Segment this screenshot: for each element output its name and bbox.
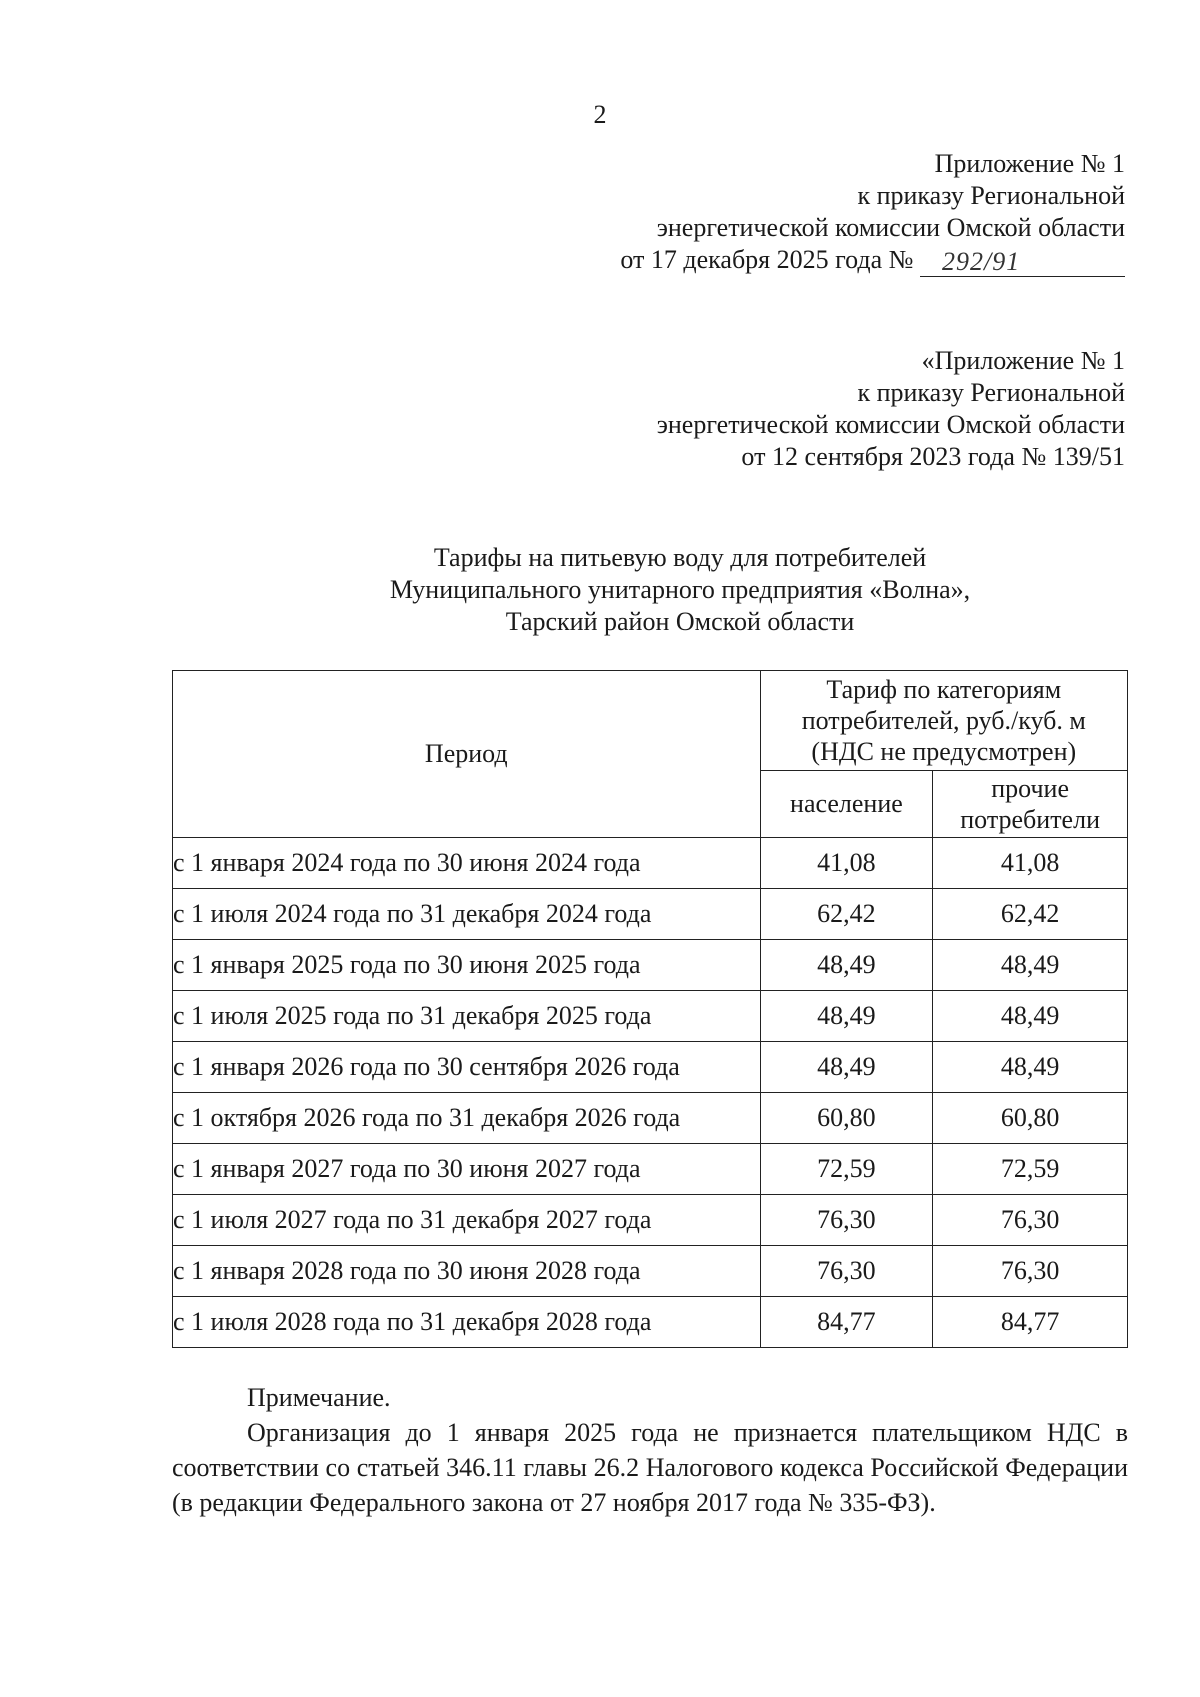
page-number: 2	[593, 100, 607, 129]
appendix-current-date: от 17 декабря 2025 года №	[620, 245, 914, 274]
other-tariff-cell: 60,80	[933, 1093, 1128, 1144]
period-cell: с 1 января 2027 года по 30 июня 2027 года	[173, 1144, 761, 1195]
table-row	[173, 1246, 1128, 1297]
tariff-table-body	[173, 838, 1128, 1348]
table-title-line2: Муниципального унитарного предприятия «Волна»,	[389, 575, 971, 604]
period-cell: с 1 января 2026 года по 30 сентября 2026 года	[173, 1042, 761, 1093]
period-cell: с 1 июля 2024 года по 31 декабря 2024 года	[173, 889, 761, 940]
population-tariff-cell: 41,08	[760, 838, 933, 889]
header-tariff-line3: (НДС не предусмотрен)	[811, 736, 1077, 766]
population-tariff-cell: 84,77	[760, 1297, 933, 1348]
population-tariff-cell: 76,30	[760, 1195, 933, 1246]
other-tariff-cell: 62,42	[933, 889, 1128, 940]
population-tariff-cell: 48,49	[760, 991, 933, 1042]
other-tariff-cell: 48,49	[933, 1042, 1128, 1093]
appendix-current-line4	[620, 244, 1125, 277]
population-tariff-cell: 60,80	[760, 1093, 933, 1144]
header-tariff-line2: потребителей, руб./куб. м	[801, 705, 1086, 735]
appendix-current-line3: энергетической комиссии Омской области	[656, 213, 1125, 242]
order-number-field	[920, 244, 1125, 277]
appendix-original-line1: «Приложение № 1	[921, 346, 1125, 375]
table-row	[173, 1144, 1128, 1195]
period-cell: с 1 июля 2027 года по 31 декабря 2027 года	[173, 1195, 761, 1246]
table-row	[173, 1297, 1128, 1348]
period-cell: с 1 января 2024 года по 30 июня 2024 года	[173, 838, 761, 889]
population-tariff-cell: 48,49	[760, 1042, 933, 1093]
population-tariff-cell: 72,59	[760, 1144, 933, 1195]
appendix-current-header	[620, 148, 1125, 277]
header-other-line2: потребители	[960, 804, 1100, 834]
note-title: Примечание.	[247, 1383, 391, 1412]
population-tariff-cell: 76,30	[760, 1246, 933, 1297]
header-population: население	[760, 770, 933, 837]
note-section	[172, 1380, 1128, 1520]
table-row	[173, 1093, 1128, 1144]
table-row	[173, 1042, 1128, 1093]
appendix-original-line3: энергетической комиссии Омской области	[656, 410, 1125, 439]
other-tariff-cell: 76,30	[933, 1195, 1128, 1246]
appendix-current-line2: к приказу Региональной	[857, 181, 1125, 210]
handwritten-order-number: 292/91	[942, 247, 1021, 276]
table-title-line1: Тарифы на питьевую воду для потребителей	[433, 543, 927, 572]
other-tariff-cell: 72,59	[933, 1144, 1128, 1195]
appendix-original-line4: от 12 сентября 2023 года № 139/51	[741, 442, 1125, 471]
period-cell: с 1 января 2025 года по 30 июня 2025 года	[173, 940, 761, 991]
period-cell: с 1 июля 2025 года по 31 декабря 2025 года	[173, 991, 761, 1042]
tariff-table	[172, 670, 1128, 1348]
header-other	[933, 770, 1128, 837]
table-row	[173, 1195, 1128, 1246]
header-tariff	[760, 671, 1127, 771]
other-tariff-cell: 48,49	[933, 991, 1128, 1042]
table-row	[173, 991, 1128, 1042]
period-cell: с 1 октября 2026 года по 31 декабря 2026 года	[173, 1093, 761, 1144]
table-title-line3: Тарский район Омской области	[505, 607, 855, 636]
other-tariff-cell: 76,30	[933, 1246, 1128, 1297]
population-tariff-cell: 48,49	[760, 940, 933, 991]
period-cell: с 1 июля 2028 года по 31 декабря 2028 года	[173, 1297, 761, 1348]
header-other-line1: прочие	[991, 773, 1070, 803]
table-header-row	[173, 671, 1128, 771]
appendix-original-line2: к приказу Региональной	[857, 378, 1125, 407]
population-tariff-cell: 62,42	[760, 889, 933, 940]
appendix-original-header	[657, 345, 1125, 473]
header-period: Период	[173, 671, 761, 838]
table-row	[173, 940, 1128, 991]
table-row	[173, 889, 1128, 940]
other-tariff-cell: 84,77	[933, 1297, 1128, 1348]
other-tariff-cell: 48,49	[933, 940, 1128, 991]
table-row	[173, 838, 1128, 889]
header-tariff-line1: Тариф по категориям	[826, 674, 1062, 704]
other-tariff-cell: 41,08	[933, 838, 1128, 889]
period-cell: с 1 января 2028 года по 30 июня 2028 года	[173, 1246, 761, 1297]
appendix-current-line1: Приложение № 1	[934, 149, 1125, 178]
table-title	[330, 542, 1030, 638]
note-text: Организация до 1 января 2025 года не признается плательщиком НДС в соответствии со статьей 346.11 главы 26.2 Налогового кодекса Российской Федерации (в редакции Федерального закона от 27 ноября 2017 года № 335-ФЗ).	[172, 1418, 1128, 1517]
